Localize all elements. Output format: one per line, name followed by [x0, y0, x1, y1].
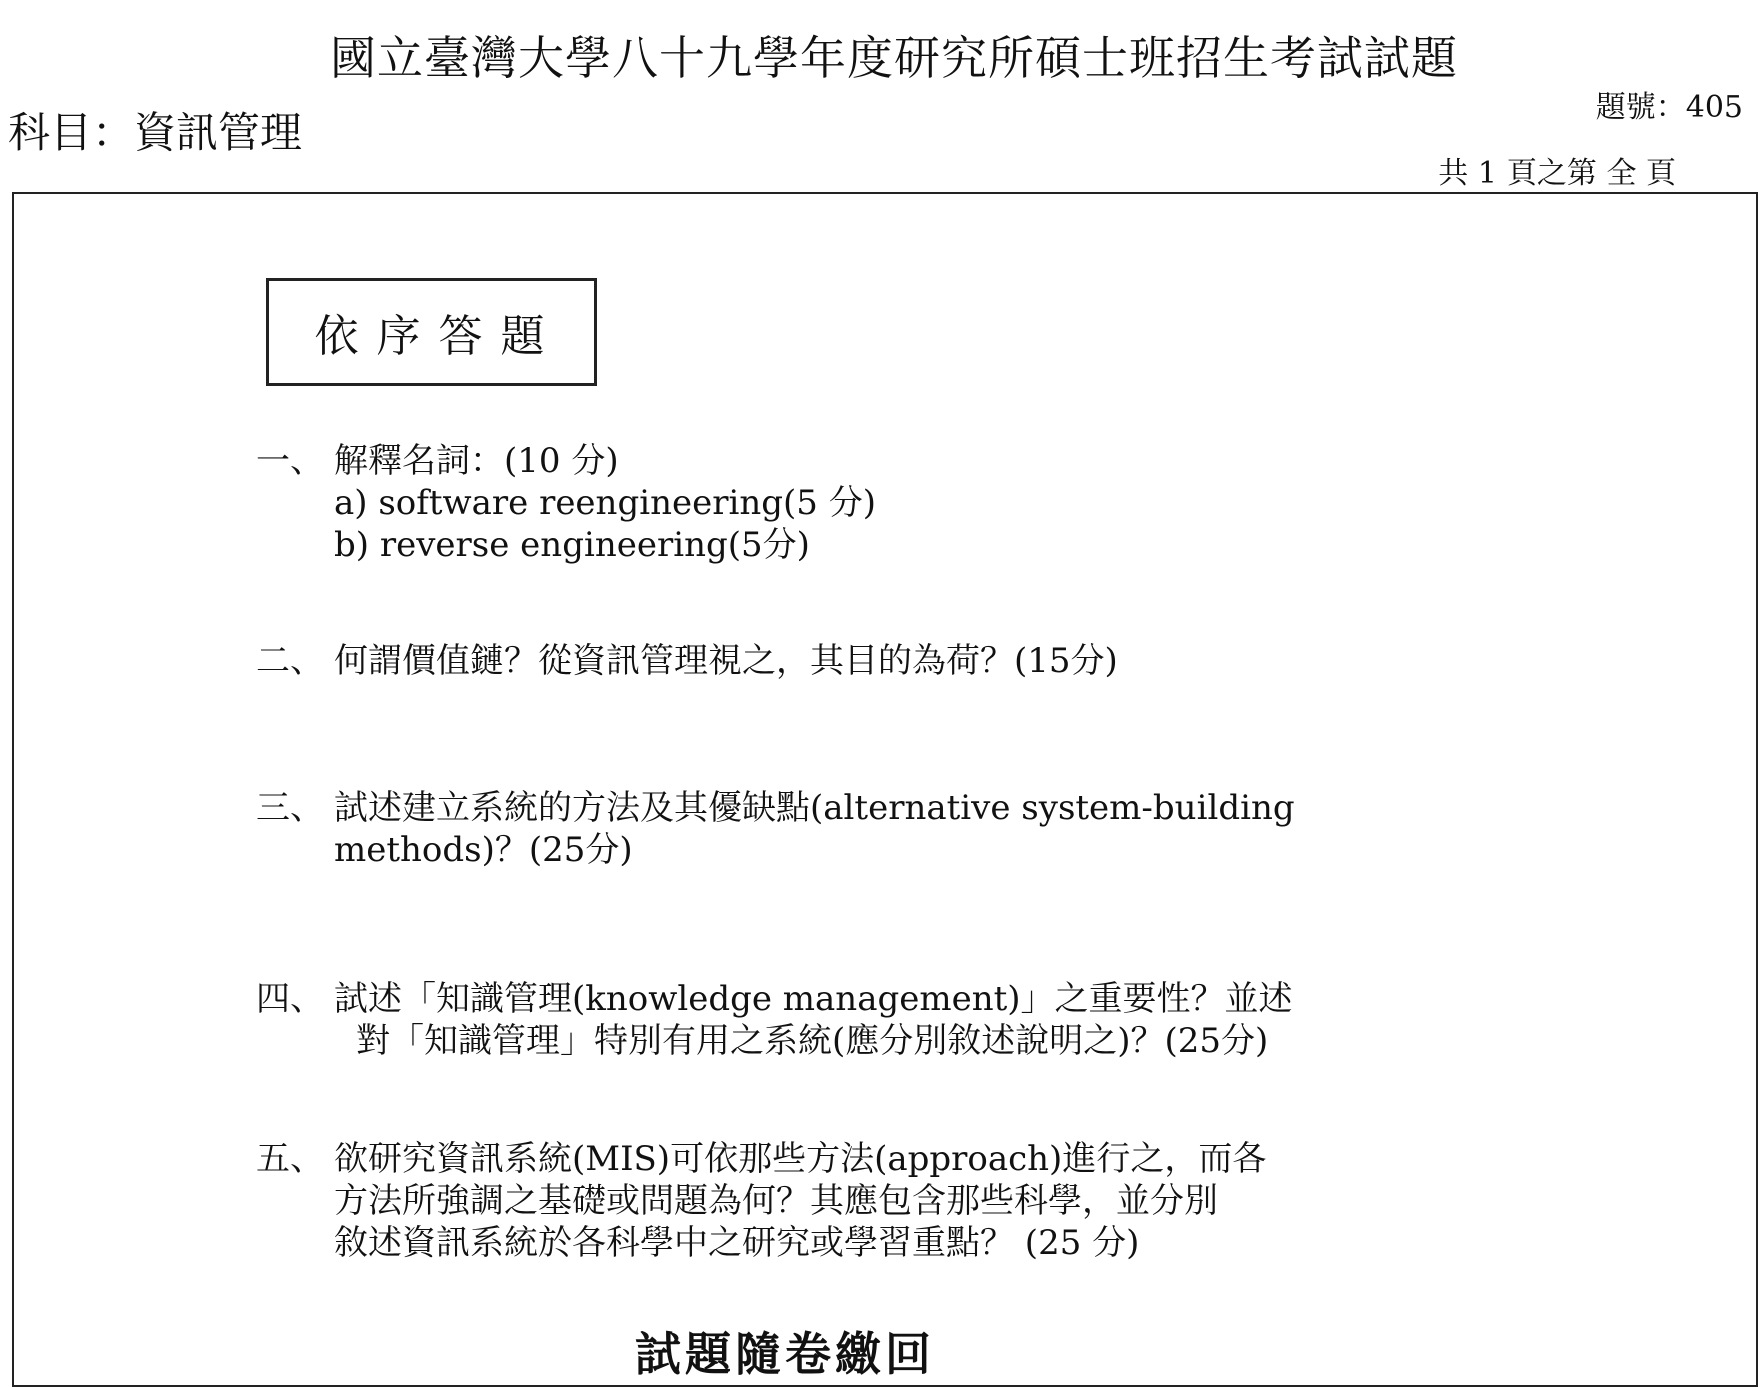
question-1-line-1: 解釋名詞：(10 分)	[334, 441, 619, 481]
question-number-1: 一、	[256, 441, 324, 481]
question-5-line-2: 方法所強調之基礎或問題為何？其應包含那些科學，並分別	[334, 1181, 1218, 1221]
question-number-4: 四、	[256, 979, 324, 1019]
question-1	[256, 440, 876, 566]
question-number-5: 五、	[256, 1139, 324, 1179]
question-4	[256, 978, 1293, 1062]
question-3-line-2: methods)？(25分)	[334, 830, 633, 870]
question-number-2: 二、	[256, 641, 324, 681]
question-5	[256, 1138, 1266, 1264]
answer-order-instruction: 依序答題	[266, 278, 597, 386]
question-number: 題號：405	[1595, 90, 1743, 125]
footer-note: 試題隨卷繳回	[635, 1327, 935, 1381]
question-4-line-2: 對「知識管理」特別有用之系統(應分別敘述說明之)？(25分)	[356, 1021, 1269, 1061]
subject-label: 科目：資訊管理	[8, 108, 303, 157]
question-number-3: 三、	[256, 788, 324, 828]
page-total: 共 1	[1438, 156, 1497, 191]
page-title: 國立臺灣大學八十九學年度研究所碩士班招生考試試題	[330, 31, 1458, 85]
question-2	[256, 640, 1118, 682]
page-current: 頁之第 全 頁	[1506, 156, 1676, 191]
question-4-line-1: 試述「知識管理(knowledge management)」之重要性？並述	[334, 979, 1293, 1019]
question-5-line-1: 欲研究資訊系統(MIS)可依那些方法(approach)進行之，而各	[334, 1139, 1267, 1179]
question-3-line-1: 試述建立系統的方法及其優缺點(alternative system-building	[334, 788, 1295, 828]
question-1-line-2: a) software reengineering(5 分)	[334, 483, 876, 523]
page-info	[1438, 148, 1686, 192]
question-2-line-1: 何謂價值鏈？從資訊管理視之，其目的為荷？(15分)	[334, 641, 1118, 681]
question-1-line-3: b) reverse engineering(5分)	[334, 525, 810, 565]
question-3	[256, 787, 1295, 871]
question-5-line-3: 敘述資訊系統於各科學中之研究或學習重點？ (25 分)	[334, 1223, 1140, 1263]
